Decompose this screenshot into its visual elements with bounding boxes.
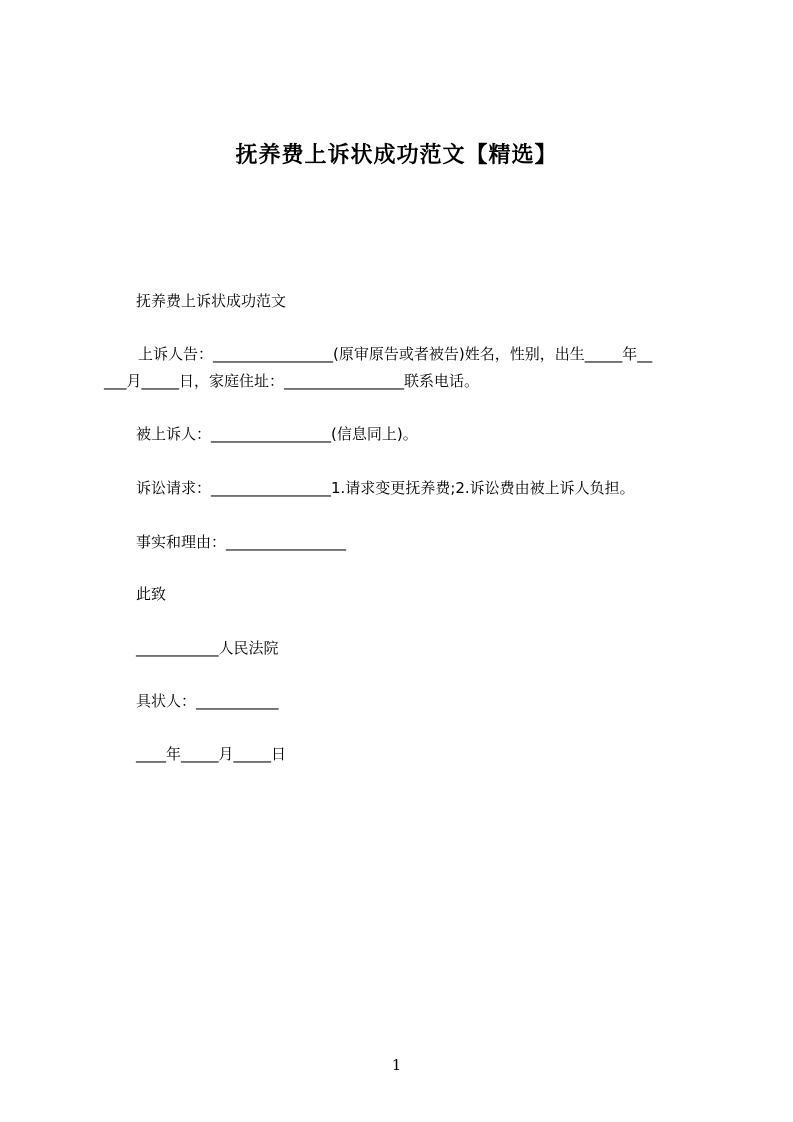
appellee-line: 被上诉人：________________(信息同上)。 bbox=[136, 425, 418, 443]
document-title: 抚养费上诉状成功范文【精选】 bbox=[235, 143, 558, 168]
claims-line: 诉讼请求：________________1.请求变更抚养费;2.诉讼费由被上诉人负担。 bbox=[136, 479, 635, 497]
date-line: ____年_____月_____日 bbox=[136, 745, 287, 763]
court-line: ___________人民法院 bbox=[136, 639, 279, 657]
document-subtitle: 抚养费上诉状成功范文 bbox=[136, 292, 287, 310]
appellant-line-2: ___月_____日，家庭住址：________________联系电话。 bbox=[104, 372, 480, 390]
appellant-line-1: 上诉人告：________________(原审原告或者被告)姓名，性别，出生_____年__ bbox=[138, 345, 653, 363]
facts-line: 事实和理由：________________ bbox=[136, 533, 347, 551]
closing-line: 此致 bbox=[136, 585, 167, 603]
signer-line: 具状人：___________ bbox=[136, 692, 279, 710]
page-number: 1 bbox=[391, 1056, 402, 1074]
